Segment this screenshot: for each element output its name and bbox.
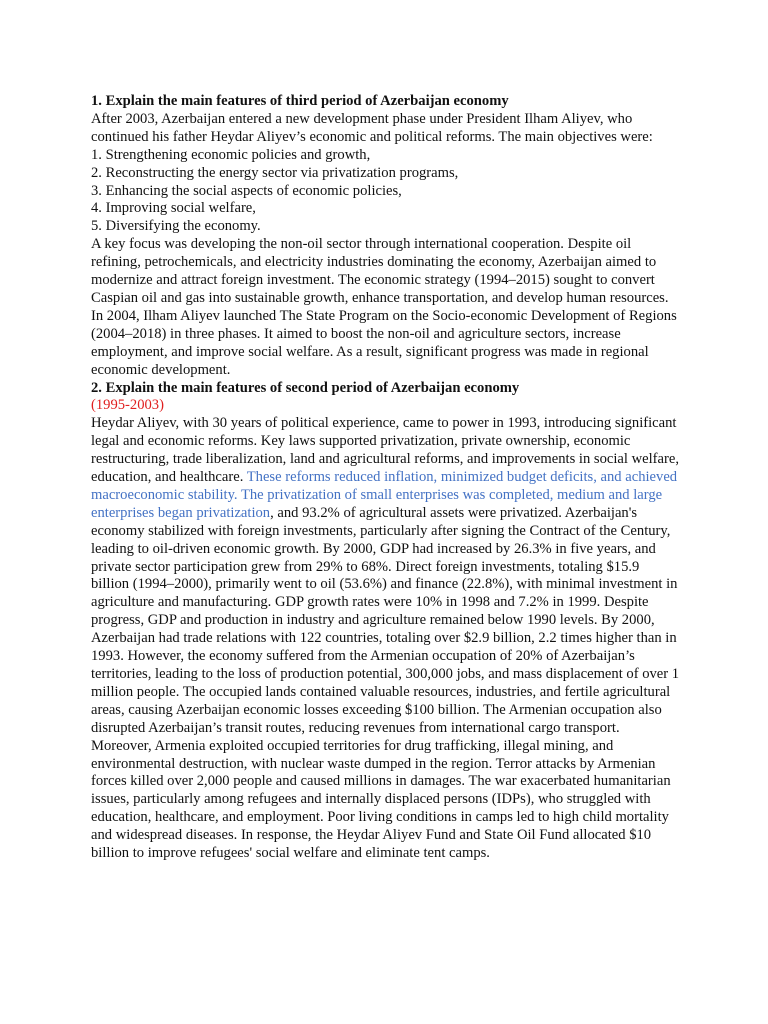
section2-body-start: Heydar Aliyev, with 30 years of political experience, came to power in 1993, introducing significant legal and economic reforms. Key laws supported privatization, private ownership, economic restructuring, trade liberalization, land and agricultural reforms, and improvements in social welfare, education, and healthcare. xyxy=(91,415,679,486)
section2-body xyxy=(91,415,681,863)
objective-item-4: 4. Improving social welfare, xyxy=(91,200,256,217)
objective-item-3: 3. Enhancing the social aspects of economic policies, xyxy=(91,182,402,199)
section1-heading: 1. Explain the main features of third period of Azerbaijan economy xyxy=(91,93,509,109)
section2-heading: 2. Explain the main features of second period of Azerbaijan economy xyxy=(91,379,520,396)
section2-body-rest: , and 93.2% of agricultural assets were privatized. Azerbaijan's economy stabilized with foreign investments, particularly after signing the Contract of the Century, leading to oil-driven economic growth. By 2000, GDP had increased by 26.3% in five years, and private sector participation grew from 29% to 68%. Direct foreign investments, totaling $15.9 billion (1994–2000), primarily went to oil (53.6%) and finance (22.8%), with minimal investment in agriculture and manufacturing. GDP growth rates were 10% in 1998 and 7.2% in 1999. Despite progress, GDP and production in industry and agriculture remained below 1990 levels. By 2000, Azerbaijan had trade relations with 122 countries, totaling over $2.9 billion, 2.2 times higher than in 1993. However, the economy suffered from the Armenian occupation of 20% of Azerbaijan’s territories, leading to the loss of production potential, 300,000 jobs, and mass displacement of over 1 million people. The occupied lands contained valuable resources, industries, and fertile agricultural areas, causing Azerbaijan economic losses exceeding $100 billion. The Armenian occupation also disrupted Azerbaijan’s transit routes, reducing revenues from international cargo transport. Moreover, Armenia exploited occupied territories for drug trafficking, illegal mining, and environmental destruction, with nuclear waste dumped in the region. Terror attacks by Armenian forces killed over 2,000 people and caused millions in damages. The war exacerbated humanitarian issues, particularly among refugees and internally displaced persons (IDPs), who struggled with education, healthcare, and employment. Poor living conditions in camps led to high child mortality and widespread diseases. In response, the Heydar Aliyev Fund and State Oil Fund allocated $10 billion to improve refugees' social welfare and eliminate tent camps. xyxy=(91,504,680,862)
section2-period: (1995-2003) xyxy=(91,397,164,414)
objective-item-2: 2. Reconstructing the energy sector via privatization programs, xyxy=(91,164,459,181)
objective-item-5: 5. Diversifying the economy. xyxy=(91,218,261,235)
document-page xyxy=(91,93,681,863)
objective-item-1: 1. Strengthening economic policies and growth, xyxy=(91,146,371,163)
section1-body: A key focus was developing the non-oil sector through international cooperation. Despite oil refining, petrochemicals, and electricity industries dominating the economy, Azerbaijan aimed to modernize and attract foreign investment. The economic strategy (1994–2015) sought to convert Caspian oil and gas into sustainable growth, enhance transportation, and develop human resources. In 2004, Ilham Aliyev launched The State Program on the Socio-economic Development of Regions (2004–2018) in three phases. It aimed to boost the non-oil and agriculture sectors, increase employment, and improve social welfare. As a result, significant progress was made in regional economic development. xyxy=(91,236,677,378)
section1-intro: After 2003, Azerbaijan entered a new development phase under President Ilham Aliyev, who continued his father Heydar Aliyev’s economic and political reforms. The main objectives were: xyxy=(91,110,653,145)
section2-body-highlight: These reforms reduced inflation, minimized budget deficits, and achieved macroeconomic stability. The privatization of small enterprises was completed, medium and large enterprises began privatization xyxy=(91,469,678,521)
